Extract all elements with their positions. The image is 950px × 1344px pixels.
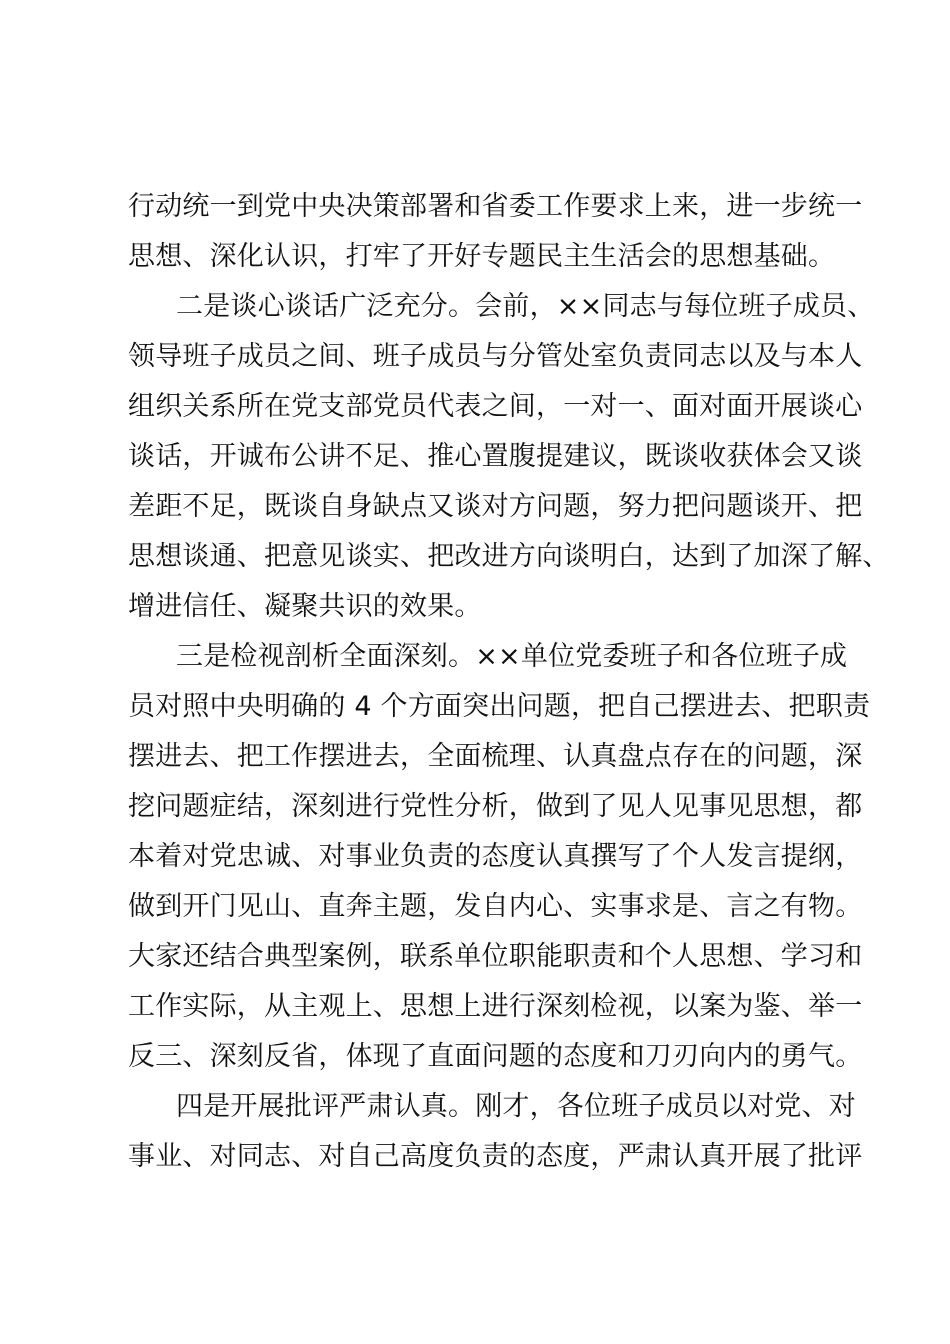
- text-line: 挖问题症结，深刻进行党性分析，做到了见人见事见思想，都: [128, 791, 863, 822]
- text-line: 思想、深化认识，打牢了开好专题民主生活会的思想基础。: [128, 241, 836, 272]
- text-line: 员对照中央明确的 4 个方面突出问题，把自己摆进去、把职责: [128, 691, 871, 722]
- text-line: 行动统一到党中央决策部署和省委工作要求上来，进一步统一: [128, 191, 863, 222]
- text-line: 摆进去、把工作摆进去，全面梳理、认真盘点存在的问题，深: [128, 741, 863, 772]
- text-line: 事业、对同志、对自己高度负责的态度，严肃认真开展了批评: [128, 1141, 863, 1172]
- paragraph-start-line: 二是谈心谈话广泛充分。会前，××同志与每位班子成员、: [176, 291, 875, 322]
- text-line: 工作实际，从主观上、思想上进行深刻检视，以案为鉴、举一: [128, 991, 863, 1022]
- paragraph-start-line: 四是开展批评严肃认真。刚才，各位班子成员以对党、对: [176, 1091, 856, 1122]
- text-line: 思想谈通、把意见谈实、把改进方向谈明白，达到了加深了解、: [128, 541, 890, 572]
- text-line: 差距不足，既谈自身缺点又谈对方问题，努力把问题谈开、把: [128, 491, 863, 522]
- text-line: 增进信任、凝聚共识的效果。: [128, 591, 482, 622]
- text-line: 本着对党忠诚、对事业负责的态度认真撰写了个人发言提纲，: [128, 841, 863, 872]
- text-line: 反三、深刻反省，体现了直面问题的态度和刀刃向内的勇气。: [128, 1041, 863, 1072]
- paragraph-start-line: 三是检视剖析全面深刻。××单位党委班子和各位班子成: [176, 641, 848, 672]
- text-line: 大家还结合典型案例，联系单位职能职责和个人思想、学习和: [128, 941, 863, 972]
- text-line: 谈话，开诚布公讲不足、推心置腹提建议，既谈收获体会又谈: [128, 441, 863, 472]
- text-line: 组织关系所在党支部党员代表之间，一对一、面对面开展谈心: [128, 391, 863, 422]
- text-line: 领导班子成员之间、班子成员与分管处室负责同志以及与本人: [128, 341, 863, 372]
- text-line: 做到开门见山、直奔主题，发自内心、实事求是、言之有物。: [128, 891, 863, 922]
- body-text: [128, 182, 890, 1182]
